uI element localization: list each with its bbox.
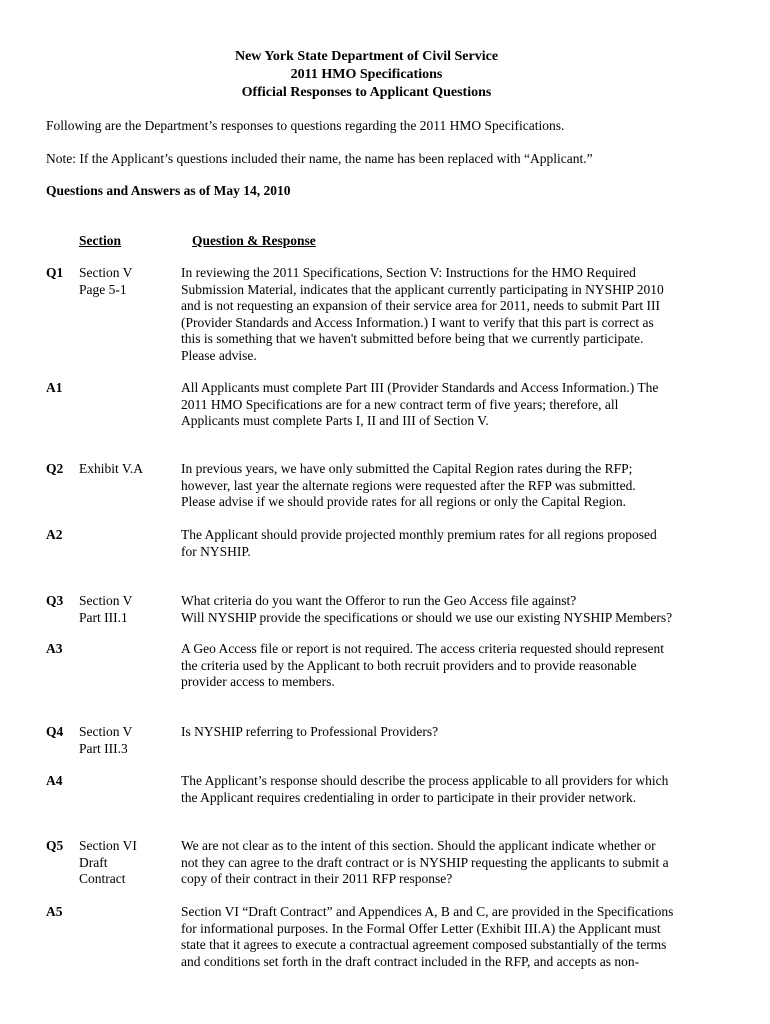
doc-title-line3: Official Responses to Applicant Questions — [241, 85, 492, 100]
section-ref-line: Section V — [79, 724, 133, 739]
text-line: copy of their contract in their 2011 RFP response? — [181, 871, 453, 887]
qa-label: A4 — [46, 773, 63, 788]
section-ref-line: Page 5-1 — [79, 281, 127, 297]
text-line: Section VI “Draft Contract” and Appendices A, B and C, are provided in the Specifications — [181, 904, 674, 919]
doc-title-line2: 2011 HMO Specifications — [290, 67, 443, 82]
text-line: and conditions set forth in the draft contract included in the RFP, and accepts as non- — [181, 953, 640, 969]
question-text — [181, 593, 701, 626]
text-line: A Geo Access file or report is not required. The access criteria requested should represent — [181, 641, 664, 656]
section-column-header: Section — [79, 233, 121, 248]
response-text — [181, 904, 701, 970]
qa-section-ref — [79, 838, 174, 888]
qa-heading: Questions and Answers as of May 14, 2010 — [46, 183, 291, 198]
question-text — [181, 724, 701, 741]
text-line: provider access to members. — [181, 674, 335, 690]
text-line: Applicants must complete Parts I, II and III of Section V. — [181, 413, 489, 429]
text-line: Is NYSHIP referring to Professional Providers? — [181, 724, 439, 739]
note-paragraph: Note: If the Applicant’s questions included their name, the name has been replaced with “Applicant.” — [46, 151, 593, 166]
qa-label: Q5 — [46, 838, 64, 853]
text-line: Please advise. — [181, 347, 257, 363]
text-line: Please advise if we should provide rates for all regions or only the Capital Region. — [181, 494, 627, 510]
qa-section-ref — [79, 461, 174, 478]
text-line: The Applicant should provide projected monthly premium rates for all regions proposed — [181, 527, 657, 542]
text-line: We are not clear as to the intent of this section. Should the applicant indicate whether or — [181, 838, 656, 853]
text-line: the Applicant requires credentialing in order to participate in their provider network. — [181, 789, 637, 805]
text-line: for NYSHIP. — [181, 543, 251, 559]
section-ref-line: Contract — [79, 871, 126, 887]
text-line: The Applicant’s response should describe the process applicable to all providers for which — [181, 773, 669, 788]
response-text — [181, 773, 701, 806]
text-line: for informational purposes. In the Formal Offer Letter (Exhibit III.A) the Applicant must — [181, 920, 661, 936]
section-ref-line: Section V — [79, 265, 133, 280]
qa-label: Q4 — [46, 724, 64, 739]
intro-paragraph: Following are the Department’s responses to questions regarding the 2011 HMO Specifications. — [46, 118, 565, 133]
section-ref-line: Section V — [79, 593, 133, 608]
section-ref-line: Part III.3 — [79, 740, 128, 756]
qa-section-ref — [79, 724, 174, 757]
qa-label: A2 — [46, 527, 63, 542]
response-text — [181, 527, 701, 560]
text-line: Submission Material, indicates that the applicant currently participating in NYSHIP 2010 — [181, 281, 664, 297]
qa-section-ref — [79, 265, 174, 298]
question-text — [181, 838, 701, 888]
text-line: this is something that we haven't submitted before being that we currently participate. — [181, 331, 644, 347]
text-line: 2011 HMO Specifications are for a new contract term of five years; therefore, all — [181, 396, 619, 412]
qa-label: Q1 — [46, 265, 64, 280]
question-column-header: Question & Response — [192, 233, 316, 248]
qa-label: Q2 — [46, 461, 64, 476]
qa-label: A3 — [46, 641, 63, 656]
text-line: state that it agrees to execute a contractual agreement composed substantially of the terms — [181, 937, 667, 953]
qa-label: A5 — [46, 904, 63, 919]
qa-label: A1 — [46, 380, 63, 395]
response-text — [181, 641, 701, 691]
text-line: Will NYSHIP provide the specifications or should we use our existing NYSHIP Members? — [181, 609, 673, 625]
text-line: and is not requesting an expansion of their service area for 2011, needs to submit Part III — [181, 298, 660, 314]
doc-title-line1: New York State Department of Civil Service — [234, 49, 499, 64]
text-line: however, last year the alternate regions were requested after the RFP was submitted. — [181, 477, 636, 493]
text-line: not they can agree to the draft contract or is NYSHIP requesting the applicants to submit a — [181, 854, 669, 870]
qa-label: Q3 — [46, 593, 64, 608]
section-ref-line: Exhibit V.A — [79, 461, 144, 476]
question-text — [181, 265, 701, 365]
text-line: In reviewing the 2011 Specifications, Section V: Instructions for the HMO Required — [181, 265, 636, 280]
section-ref-line: Part III.1 — [79, 609, 128, 625]
text-line: All Applicants must complete Part III (Provider Standards and Access Information.) The — [181, 380, 659, 395]
text-line: In previous years, we have only submitted the Capital Region rates during the RFP; — [181, 461, 633, 476]
qa-section-ref — [79, 593, 174, 626]
section-ref-line: Draft — [79, 854, 108, 870]
section-ref-line: Section VI — [79, 838, 137, 853]
question-text — [181, 461, 701, 511]
text-line: What criteria do you want the Offeror to run the Geo Access file against? — [181, 593, 577, 608]
response-text — [181, 380, 701, 430]
text-line: the criteria used by the Applicant to both recruit providers and to provide reasonable — [181, 657, 637, 673]
text-line: (Provider Standards and Access Information.) I want to verify that this part is correct as — [181, 314, 654, 330]
